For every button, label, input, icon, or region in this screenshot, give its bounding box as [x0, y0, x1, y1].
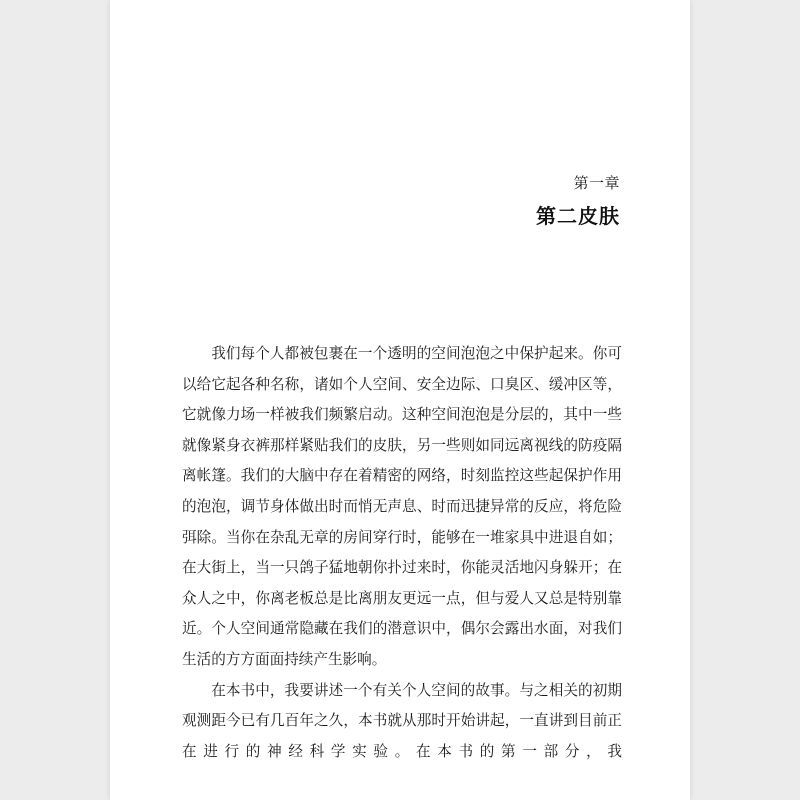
chapter-title: 第二皮肤: [536, 204, 620, 228]
book-page: [110, 0, 690, 800]
chapter-number: 第一章: [573, 174, 620, 192]
body-text: [182, 339, 622, 767]
paragraph: 在本书中，我要讲述一个有关个人空间的故事。与之相关的初期观测距今已有几百年之久，本书就从那时开始讲起，一直讲到目前正在进行的神经科学实验。在本书的第一部分，我: [182, 681, 622, 760]
paragraph: 我们每个人都被包裹在一个透明的空间泡泡之中保护起来。你可以给它起各种名称，诸如个人空间、安全边际、口臭区、缓冲区等，它就像力场一样被我们频繁启动。这种空间泡泡是分层的，其中一些就像紧身衣裤那样紧贴我们的皮肤，另一些则如同远离视线的防疫隔离帐篷。我们的大脑中存在着精密的网络，时刻监控这些起保护作用的泡泡，调节身体做出时而悄无声息、时而迅捷异常的反应，将危险弭除。当你在杂乱无章的房间穿行时，能够在一堆家具中进退自如；在大街上，当一只鸽子猛地朝你扑过来时，你能灵活地闪身躲开；在众人之中，你离老板总是比离朋友更远一点，但与爱人又总是特别靠近。个人空间通常隐藏在我们的潜意识中，偶尔会露出水面，对我们生活的方方面面持续产生影响。: [182, 345, 622, 668]
